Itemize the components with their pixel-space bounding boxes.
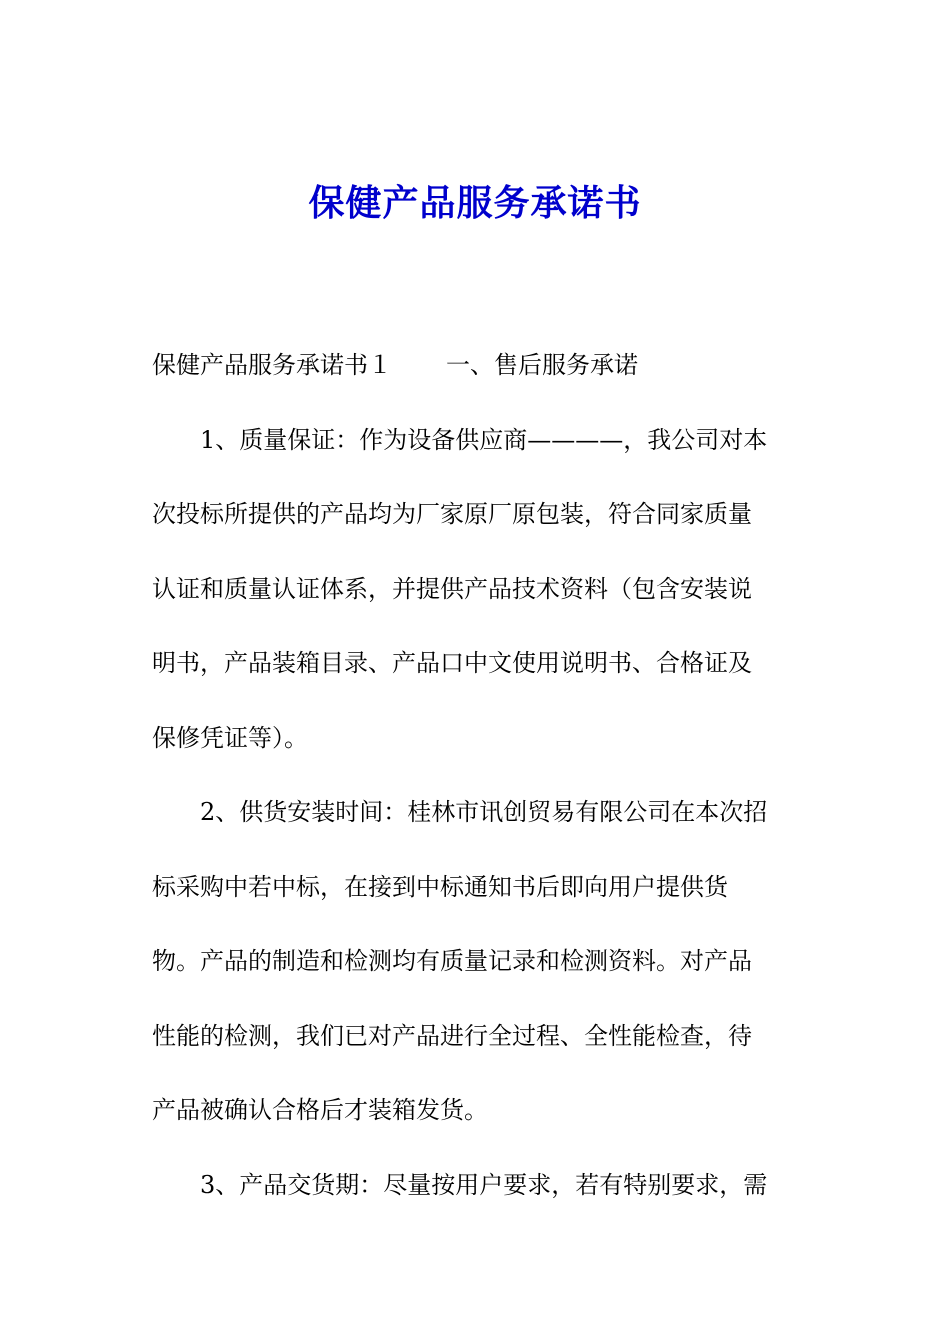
paragraph-line: 物。产品的制造和检测均有质量记录和检测资料。对产品 bbox=[152, 947, 752, 975]
section-heading: 保健产品服务承诺书１ bbox=[152, 351, 392, 379]
paragraph-line: 认证和质量认证体系，并提供产品技术资料（包含安装说 bbox=[152, 574, 752, 603]
paragraph-line: 明书，产品装箱目录、产品口中文使用说明书、合格证及 bbox=[152, 649, 752, 677]
document-body bbox=[152, 328, 812, 1222]
paragraph-line: 产品被确认合格后才装箱发货。 bbox=[152, 1096, 488, 1124]
document-title: 保健产品服务承诺书 bbox=[308, 182, 642, 224]
paragraph-line: 性能的检测，我们已对产品进行全过程、全性能检查，待 bbox=[152, 1021, 752, 1050]
paragraph-line: 2、供货安装时间：桂林市讯创贸易有限公司在本次招 bbox=[200, 798, 768, 826]
paragraph-line: 1、质量保证：作为设备供应商————，我公司对本 bbox=[200, 425, 768, 454]
heading-line bbox=[152, 328, 812, 403]
paragraph-line: 保修凭证等）。 bbox=[152, 723, 308, 752]
paragraph-line: 3、产品交货期：尽量按用户要求，若有特别要求，需 bbox=[200, 1170, 768, 1199]
paragraph-line: 标采购中若中标，在接到中标通知书后即向用户提供货 bbox=[152, 872, 728, 901]
subsection-heading: 一、售后服务承诺 bbox=[446, 351, 638, 379]
paragraph-line: 次投标所提供的产品均为厂家原厂原包装，符合同家质量 bbox=[152, 500, 752, 528]
